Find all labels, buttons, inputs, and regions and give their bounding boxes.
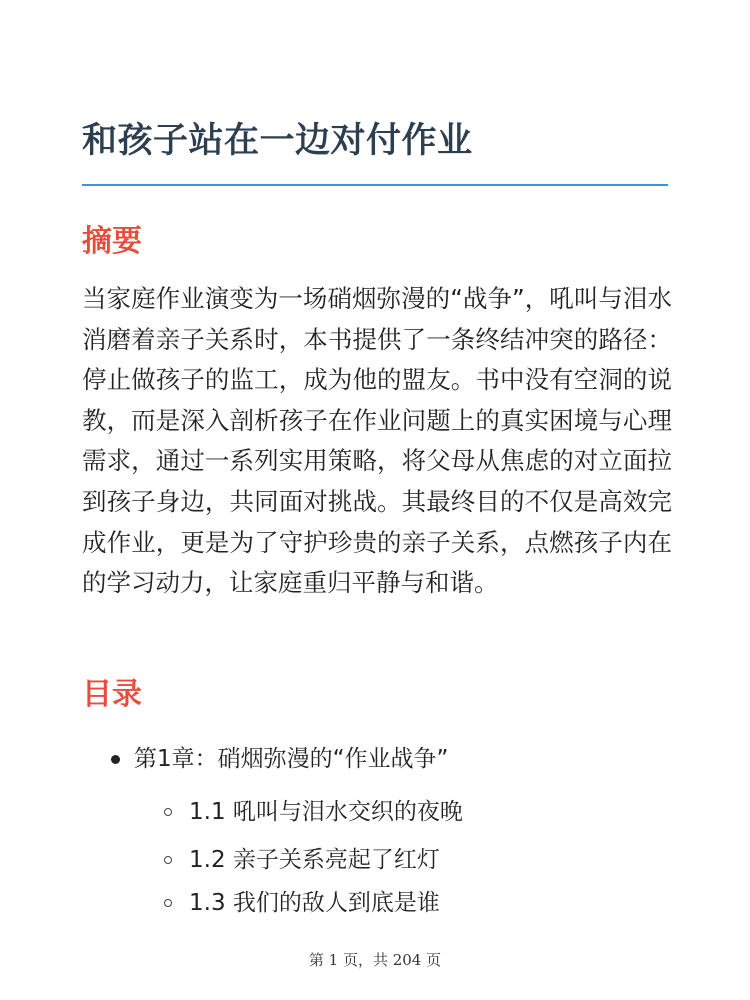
bullet-circle-icon <box>164 899 172 907</box>
toc-chapter-label: 第1章：硝烟弥漫的“作业战争” <box>134 746 449 772</box>
toc-section-label: 1.1 吼叫与泪水交织的夜晚 <box>189 799 463 825</box>
page-footer: 第 1 页，共 204 页 <box>308 951 442 969</box>
bullet-circle-icon <box>164 856 172 864</box>
document-title: 和孩子站在一边对付作业 <box>82 121 473 161</box>
bullet-disc-icon <box>111 755 120 764</box>
title-divider <box>82 184 668 186</box>
toc-heading: 目录 <box>82 677 142 712</box>
toc-section-label: 1.3 我们的敌人到底是谁 <box>189 890 440 916</box>
bullet-circle-icon <box>164 808 172 816</box>
summary-heading: 摘要 <box>82 224 142 259</box>
summary-paragraph: 当家庭作业演变为一场硝烟弥漫的“战争”，吼叫与泪水消磨着亲子关系时，本书提供了一条终结冲突的路径：停止做孩子的监工，成为他的盟友。书中没有空洞的说教，而是深入剖析孩子在作业问题上的真实困境与心理需求，通过一系列实用策略，将父母从焦虑的对立面拉到孩子身边，共同面对挑战。其最终目的不仅是高效完成作业，更是为了守护珍贵的亲子关系，点燃孩子内在的学习动力，让家庭重归平静与和谐。 <box>82 284 672 598</box>
toc-section-label: 1.2 亲子关系亮起了红灯 <box>189 847 440 873</box>
